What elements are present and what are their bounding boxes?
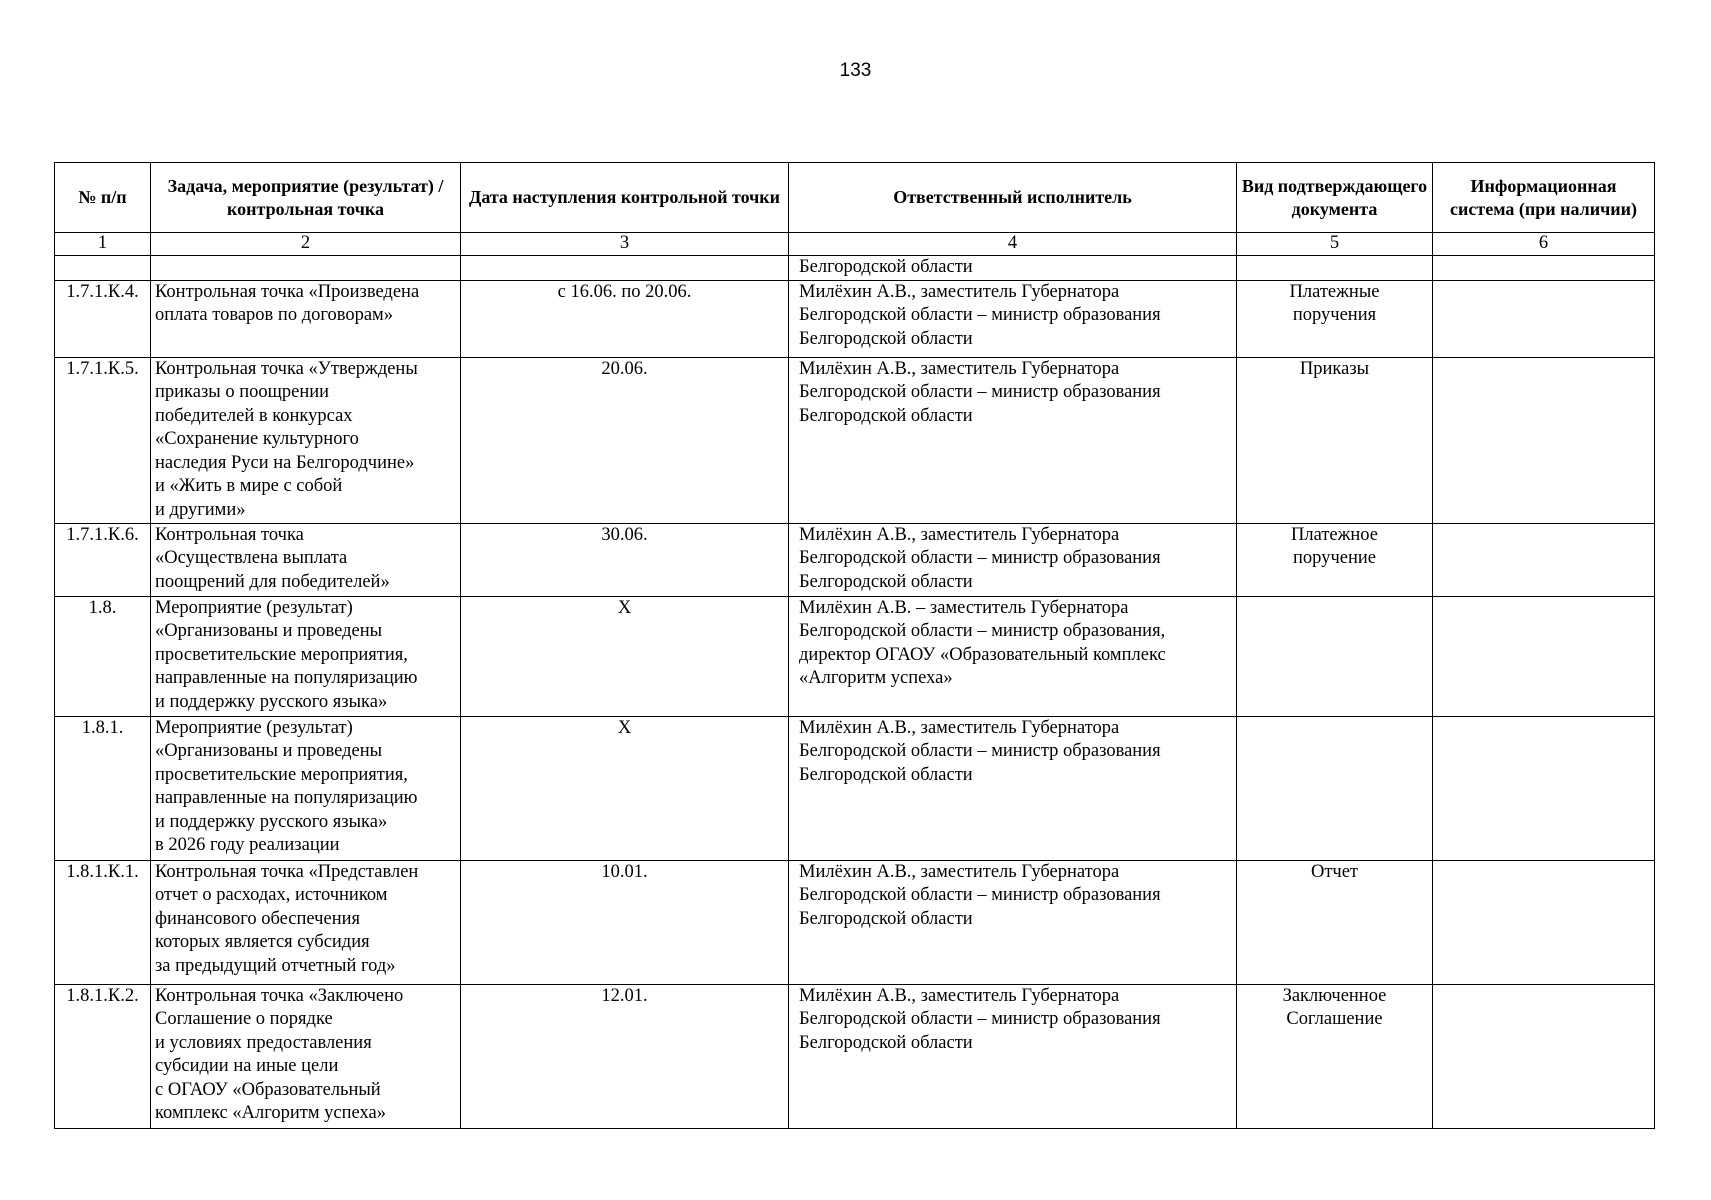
column-number: 5 xyxy=(1237,233,1433,256)
row-responsible: Милёхин А.В., заместитель Губернатора Белгородской области – министр образования Белгородской области xyxy=(789,523,1237,596)
row-number: 1.8.1.К.1. xyxy=(55,860,151,984)
table-row xyxy=(55,860,1655,984)
row-date: 10.01. xyxy=(461,860,789,984)
header-document: Вид подтверждающего документа xyxy=(1237,163,1433,233)
row-task: Контрольная точка «Представлен отчет о расходах, источником финансового обеспечения которых является субсидия за предыдущий отчетный год» xyxy=(151,860,461,984)
row-document: Отчет xyxy=(1237,860,1433,984)
page-number: 133 xyxy=(839,60,872,81)
column-number: 4 xyxy=(789,233,1237,256)
header-task: Задача, мероприятие (результат) / контрольная точка xyxy=(151,163,461,233)
row-system xyxy=(1433,280,1655,357)
column-number: 2 xyxy=(151,233,461,256)
row-number: 1.7.1.К.4. xyxy=(55,280,151,357)
row-date: с 16.06. по 20.06. xyxy=(461,280,789,357)
row-number: 1.7.1.К.6. xyxy=(55,523,151,596)
row-document: Платежные поручения xyxy=(1237,280,1433,357)
header-date: Дата наступления контрольной точки xyxy=(461,163,789,233)
header-number: № п/п xyxy=(55,163,151,233)
row-task: Контрольная точка «Утверждены приказы о поощрении победителей в конкурсах «Сохранение культурного наследия Руси на Белгородчине» и «Жить в мире с собой и другими» xyxy=(151,357,461,523)
row-number: 1.8.1. xyxy=(55,716,151,860)
row-date: Х xyxy=(461,716,789,860)
row-task: Мероприятие (результат) «Организованы и проведены просветительские мероприятия, направленные на популяризацию и поддержку русского языка» в 2026 году реализации xyxy=(151,716,461,860)
table-row xyxy=(55,716,1655,860)
row-date: Х xyxy=(461,596,789,716)
table-row xyxy=(55,523,1655,596)
row-document xyxy=(1237,256,1433,281)
column-number: 1 xyxy=(55,233,151,256)
row-task: Контрольная точка «Осуществлена выплата поощрений для победителей» xyxy=(151,523,461,596)
table-row xyxy=(55,357,1655,523)
row-responsible: Милёхин А.В., заместитель Губернатора Белгородской области – министр образования Белгородской области xyxy=(789,280,1237,357)
row-number: 1.8.1.К.2. xyxy=(55,984,151,1128)
table-row xyxy=(55,596,1655,716)
row-system xyxy=(1433,523,1655,596)
row-document: Заключенное Соглашение xyxy=(1237,984,1433,1128)
table-row xyxy=(55,984,1655,1128)
row-responsible: Милёхин А.В., заместитель Губернатора Белгородской области – министр образования Белгородской области xyxy=(789,984,1237,1128)
row-task: Контрольная точка «Произведена оплата товаров по договорам» xyxy=(151,280,461,357)
row-task: Мероприятие (результат) «Организованы и проведены просветительские мероприятия, направленные на популяризацию и поддержку русского языка» xyxy=(151,596,461,716)
row-document: Приказы xyxy=(1237,357,1433,523)
row-date: 30.06. xyxy=(461,523,789,596)
table-row xyxy=(55,256,1655,281)
control-points-table xyxy=(54,162,1655,1129)
column-number: 3 xyxy=(461,233,789,256)
column-number: 6 xyxy=(1433,233,1655,256)
row-system xyxy=(1433,357,1655,523)
header-responsible: Ответственный исполнитель xyxy=(789,163,1237,233)
row-responsible: Милёхин А.В., заместитель Губернатора Белгородской области – министр образования Белгородской области xyxy=(789,357,1237,523)
row-date xyxy=(461,256,789,281)
row-number: 1.8. xyxy=(55,596,151,716)
row-system xyxy=(1433,256,1655,281)
row-task: Контрольная точка «Заключено Соглашение о порядке и условиях предоставления субсидии на иные цели с ОГАОУ «Образовательный комплекс «Алгоритм успеха» xyxy=(151,984,461,1128)
row-system xyxy=(1433,716,1655,860)
row-number: 1.7.1.К.5. xyxy=(55,357,151,523)
row-system xyxy=(1433,860,1655,984)
row-document xyxy=(1237,596,1433,716)
column-numbers-row xyxy=(55,233,1655,256)
table-row xyxy=(55,280,1655,357)
row-system xyxy=(1433,984,1655,1128)
row-responsible: Милёхин А.В., заместитель Губернатора Белгородской области – министр образования Белгородской области xyxy=(789,860,1237,984)
header-system: Информационная система (при наличии) xyxy=(1433,163,1655,233)
row-date: 20.06. xyxy=(461,357,789,523)
row-date: 12.01. xyxy=(461,984,789,1128)
row-system xyxy=(1433,596,1655,716)
row-document: Платежное поручение xyxy=(1237,523,1433,596)
row-document xyxy=(1237,716,1433,860)
row-responsible: Милёхин А.В. – заместитель Губернатора Белгородской области – министр образования, директор ОГАОУ «Образовательный комплекс «Алгоритм успеха» xyxy=(789,596,1237,716)
table-header-row xyxy=(55,163,1655,233)
row-task xyxy=(151,256,461,281)
row-number xyxy=(55,256,151,281)
row-responsible: Белгородской области xyxy=(789,256,1237,281)
row-responsible: Милёхин А.В., заместитель Губернатора Белгородской области – министр образования Белгородской области xyxy=(789,716,1237,860)
